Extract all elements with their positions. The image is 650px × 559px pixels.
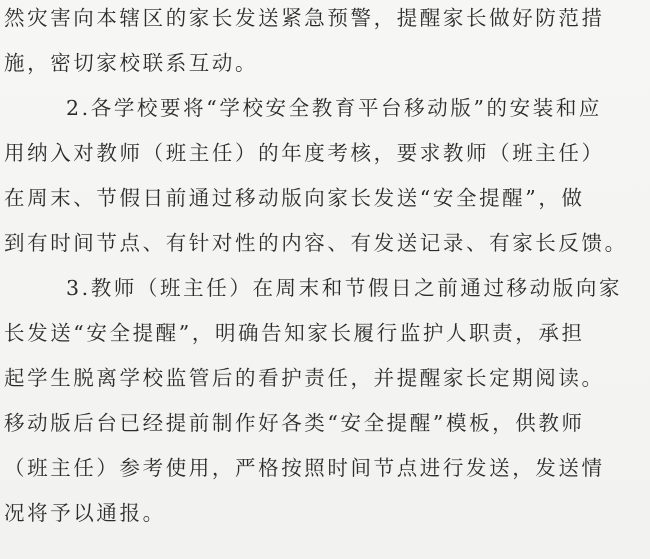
text-line-8: 长发送“安全提醒”，明确告知家长履行监护人职责，承担: [4, 321, 585, 345]
text-line-9: 起学生脱离学校监管后的看护责任，并提醒家长定期阅读。: [4, 366, 605, 390]
text-line-12: 况将予以通报。: [4, 501, 166, 525]
text-line-3: 2.各学校要将“学校安全教育平台移动版”的安装和应: [66, 96, 603, 120]
text-line-1: 然灾害向本辖区的家长发送紧急预警，提醒家长做好防范措: [4, 6, 605, 30]
text-line-11: （班主任）参考使用，严格按照时间节点进行发送，发送情: [4, 456, 605, 480]
text-line-5: 在周末、节假日前通过移动版向家长发送“安全提醒”，做: [4, 186, 585, 210]
text-line-2: 施，密切家校联系互动。: [4, 51, 259, 75]
text-line-7: 3.教师（班主任）在周末和节假日之前通过移动版向家: [66, 276, 623, 300]
text-line-6: 到有时间节点、有针对性的内容、有发送记录、有家长反馈。: [4, 231, 628, 255]
text-line-10: 移动版后台已经提前制作好各类“安全提醒”模板，供教师: [4, 411, 585, 435]
text-line-4: 用纳入对教师（班主任）的年度考核，要求教师（班主任）: [4, 141, 605, 165]
